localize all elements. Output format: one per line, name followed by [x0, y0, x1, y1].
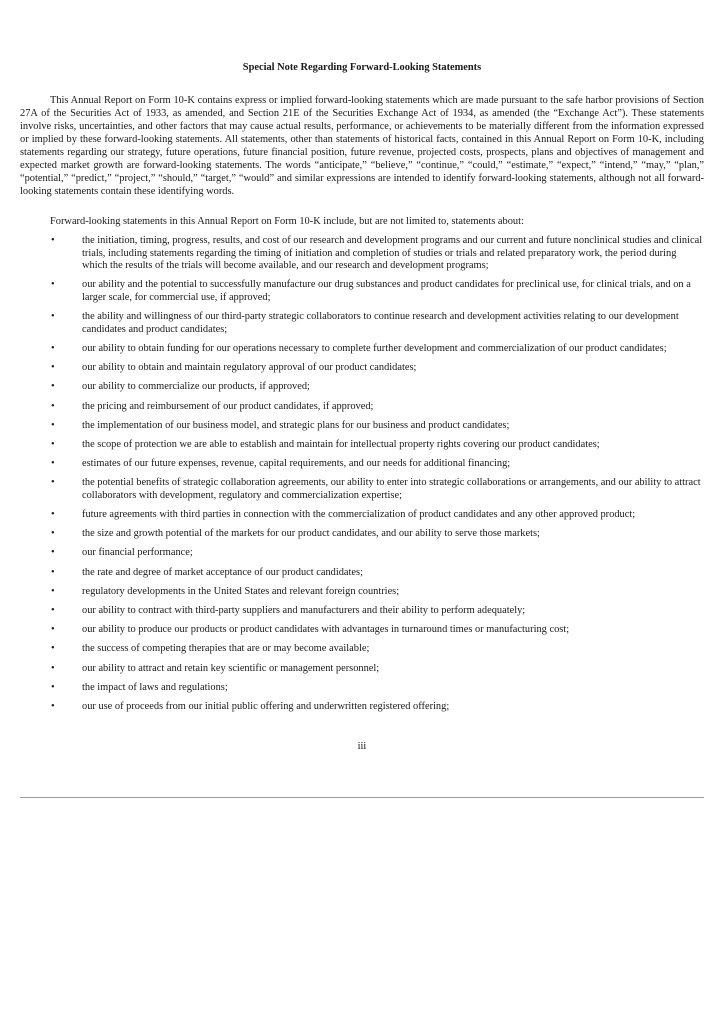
- bullet-icon: •: [51, 235, 55, 246]
- list-item: [20, 547, 704, 560]
- list-item-text: our ability to produce our products or product candidates with advantages in turnaround times or manufacturing cost;: [82, 624, 570, 636]
- page-number: iii: [357, 741, 367, 752]
- list-item-text: estimates of our future expenses, revenue, capital requirements, and our needs for additional financing;: [82, 458, 511, 470]
- bullet-icon: •: [51, 662, 55, 674]
- list-item-text: the rate and degree of market acceptance of our product candidates;: [82, 566, 363, 578]
- bullet-icon: •: [51, 279, 55, 291]
- bullet-icon: •: [51, 311, 55, 323]
- bullet-icon: •: [51, 342, 55, 354]
- list-item-text: our ability to obtain and maintain regulatory approval of our product candidates;: [82, 362, 417, 374]
- list-item-text: our ability to attract and retain key scientific or management personnel;: [82, 662, 380, 674]
- bullet-icon: •: [51, 419, 55, 431]
- list-item-text: our ability to commercialize our products, if approved;: [82, 381, 310, 393]
- list-item: [20, 279, 704, 304]
- intro-paragraph: This Annual Report on Form 10-K contains express or implied forward-looking statements which are made pursuant to the safe harbor provisions of Section 27A of the Securities Act of 1933, as amended, and Section 21E of the Securities Exchange Act of 1934, as amended (the “Exchange Act”). These statements involve risks, uncertainties, and other factors that may cause actual results, performance, or achievements to be materially different from the information expressed or implied by these forward-looking statements. All statements, other than statements of historical facts, contained in this Annual Report on Form 10-K, including statements regarding our strategy, future operations, future financial position, future revenue, projected costs, prospects, plans and objectives of management and expected market growth are forward-looking statements. The words “anticipate,” “believe,” “continue,” “could,” “estimate,” “expect,” “intend,” “may,” “plan,” “potential,” “predict,” “project,” “should,” “target,” “would” and similar expressions are intended to identify forward-looking statements, although not all forward-looking statements contain these identifying words.: [20, 95, 704, 197]
- bullet-icon: •: [51, 681, 55, 693]
- list-item: [20, 381, 704, 394]
- list-item: [20, 701, 704, 714]
- list-item: [20, 605, 704, 618]
- bullet-icon: •: [51, 624, 55, 636]
- list-lead-sentence: Forward-looking statements in this Annual Report on Form 10-K include, but are not limited to, statements about:: [50, 216, 524, 227]
- list-item-text: our ability to contract with third-party suppliers and manufacturers and their ability to perform adequately;: [82, 604, 526, 616]
- list-item-text: the initiation, timing, progress, results, and cost of our research and development programs and our current and future nonclinical studies and clinical trials, including statements regarding the timing of initiation and completion of studies or trials and related preparatory work, the period during which the results of the trials will become available, and our research and development programs;: [82, 235, 703, 272]
- list-item: [20, 567, 704, 580]
- forward-looking-list: [20, 235, 704, 720]
- list-item-text: the scope of protection we are able to establish and maintain for intellectual property rights covering our product candidates;: [82, 438, 600, 450]
- list-item-text: the potential benefits of strategic collaboration agreements, our ability to enter into strategic collaborations or arrangements, and our ability to attract collaborators with development, regulatory and commercialization expertise;: [82, 477, 701, 501]
- list-item: [20, 439, 704, 452]
- list-item: [20, 401, 704, 414]
- bullet-icon: •: [51, 381, 55, 393]
- list-item-text: our ability to obtain funding for our operations necessary to complete further development and commercialization of our product candidates;: [82, 342, 667, 354]
- list-item: [20, 458, 704, 471]
- bullet-icon: •: [51, 700, 55, 712]
- list-item-text: our ability and the potential to successfully manufacture our drug substances and product candidates for preclinical use, for clinical trials, and on a larger scale, for commercial use, if approved;: [82, 279, 691, 303]
- bullet-icon: •: [51, 547, 55, 559]
- list-item-text: the ability and willingness of our third-party strategic collaborators to continue research and development activities relating to our development candidates and product candidates;: [82, 311, 679, 335]
- list-item-text: the implementation of our business model, and strategic plans for our business and product candidates;: [82, 419, 510, 431]
- list-item-text: the pricing and reimbursement of our product candidates, if approved;: [82, 400, 374, 412]
- bullet-icon: •: [51, 438, 55, 450]
- list-item: [20, 235, 704, 273]
- list-item: [20, 362, 704, 375]
- bullet-icon: •: [51, 362, 55, 374]
- list-item: [20, 311, 704, 336]
- list-item: [20, 682, 704, 695]
- list-item: [20, 477, 704, 502]
- list-item: [20, 643, 704, 656]
- list-item-text: our use of proceeds from our initial public offering and underwritten registered offering;: [82, 700, 450, 712]
- list-item: [20, 624, 704, 637]
- list-item-text: future agreements with third parties in connection with the commercialization of product candidates and any other approved product;: [82, 509, 636, 521]
- bullet-icon: •: [51, 566, 55, 578]
- list-item: [20, 420, 704, 433]
- section-heading: Special Note Regarding Forward-Looking Statements: [242, 62, 482, 73]
- bullet-icon: •: [51, 604, 55, 616]
- list-item-text: the size and growth potential of the markets for our product candidates, and our ability to serve those markets;: [82, 528, 540, 540]
- bullet-icon: •: [51, 477, 55, 489]
- list-item-text: our financial performance;: [82, 547, 193, 559]
- bullet-icon: •: [51, 643, 55, 655]
- bullet-icon: •: [51, 458, 55, 470]
- list-item-text: the impact of laws and regulations;: [82, 681, 228, 693]
- list-item-text: regulatory developments in the United States and relevant foreign countries;: [82, 585, 400, 597]
- list-item: [20, 586, 704, 599]
- list-item: [20, 509, 704, 522]
- page-divider: [20, 797, 704, 798]
- bullet-icon: •: [51, 400, 55, 412]
- bullet-icon: •: [51, 528, 55, 540]
- list-item: [20, 343, 704, 356]
- bullet-icon: •: [51, 585, 55, 597]
- list-item: [20, 663, 704, 676]
- bullet-icon: •: [51, 509, 55, 521]
- list-item-text: the success of competing therapies that are or may become available;: [82, 643, 370, 655]
- list-item: [20, 528, 704, 541]
